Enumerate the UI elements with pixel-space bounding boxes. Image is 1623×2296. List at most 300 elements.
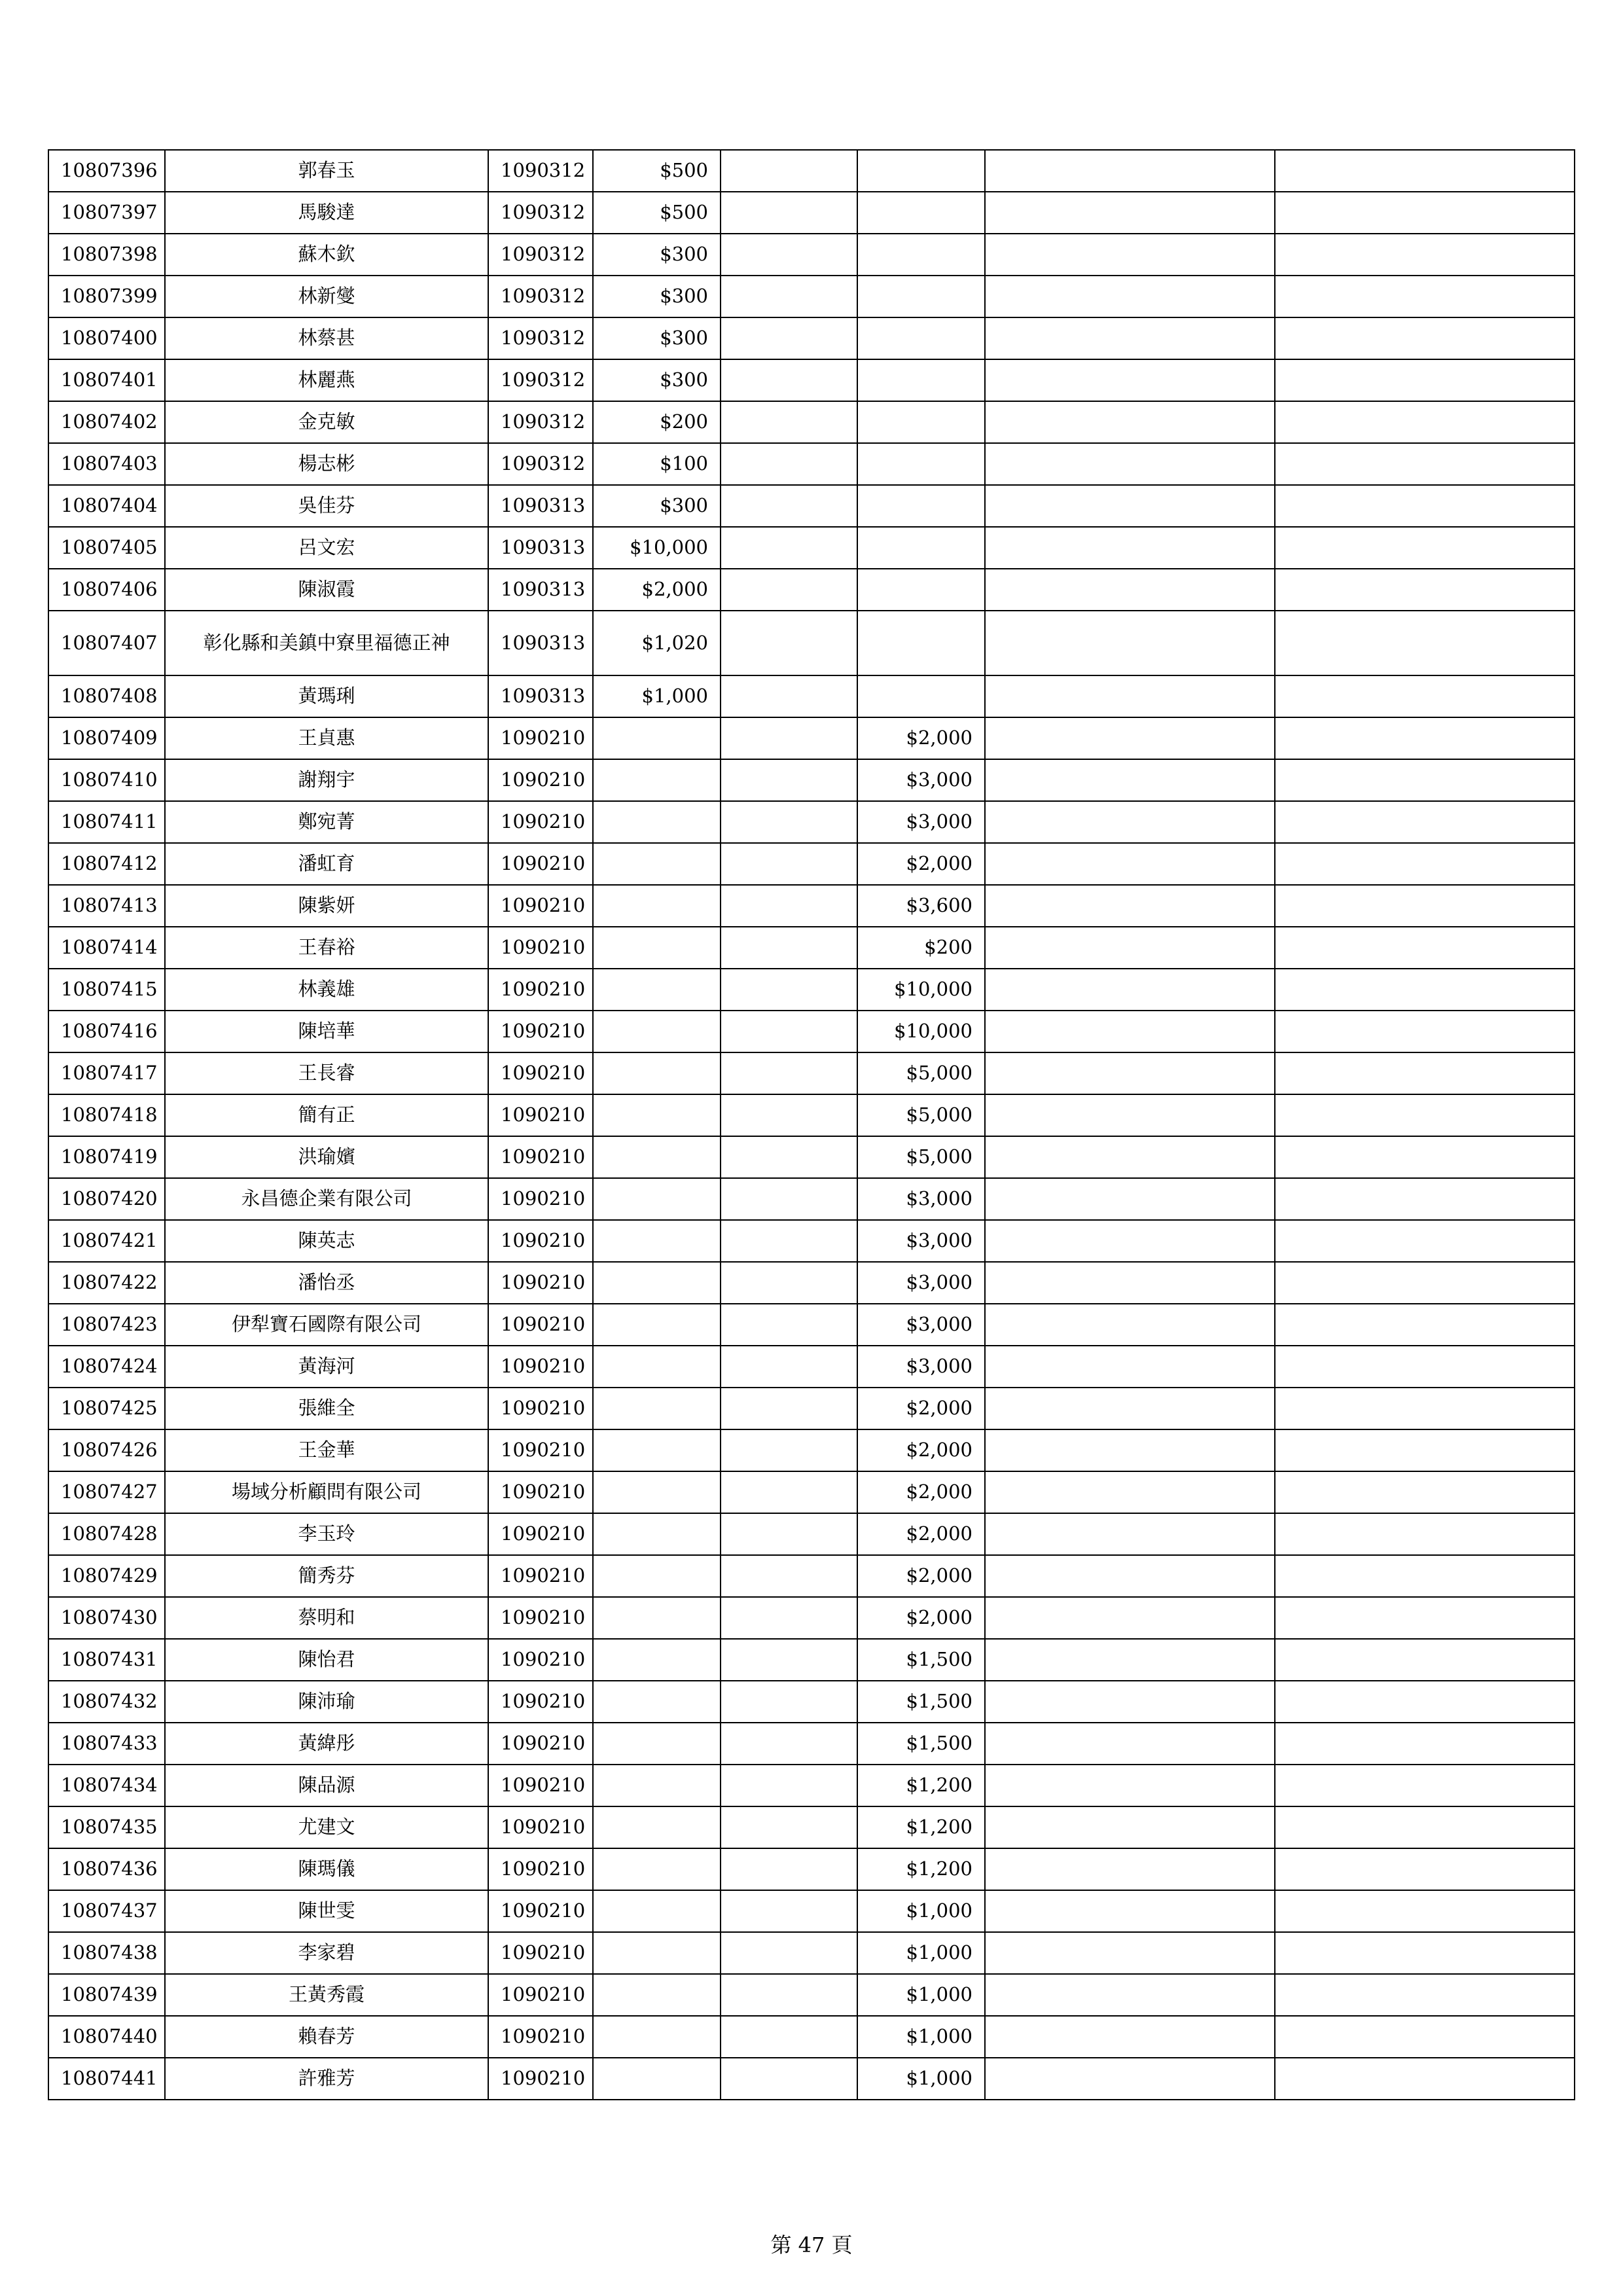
empty-cell <box>985 234 1275 276</box>
empty-cell <box>721 611 857 675</box>
amount-cell <box>593 1639 721 1681</box>
empty-cell <box>1275 1429 1575 1471</box>
amount-cell-2 <box>857 317 985 359</box>
empty-cell <box>721 1597 857 1639</box>
donor-name-cell: 尤建文 <box>165 1806 488 1848</box>
amount-cell: $1,020 <box>593 611 721 675</box>
amount-cell: $500 <box>593 192 721 234</box>
date-cell: 1090210 <box>488 1932 593 1974</box>
amount-cell-2: $1,500 <box>857 1639 985 1681</box>
amount-cell-2: $2,000 <box>857 1513 985 1555</box>
amount-cell <box>593 1052 721 1094</box>
table-row <box>48 611 1575 675</box>
donor-name-cell: 金克敏 <box>165 401 488 443</box>
amount-cell-2 <box>857 675 985 717</box>
donor-name-cell: 簡有正 <box>165 1094 488 1136</box>
empty-cell <box>721 443 857 485</box>
receipt-id-cell: 10807431 <box>48 1639 165 1681</box>
amount-cell-2: $1,200 <box>857 1848 985 1890</box>
table-row <box>48 1806 1575 1848</box>
empty-cell <box>721 675 857 717</box>
empty-cell <box>985 843 1275 885</box>
receipt-id-cell: 10807421 <box>48 1220 165 1262</box>
date-cell: 1090313 <box>488 527 593 569</box>
amount-cell-2: $1,000 <box>857 2058 985 2100</box>
amount-cell <box>593 1178 721 1220</box>
amount-cell-2: $10,000 <box>857 1011 985 1052</box>
empty-cell <box>1275 843 1575 885</box>
page-number: 第 47 頁 <box>770 2233 853 2257</box>
empty-cell <box>721 1178 857 1220</box>
empty-cell <box>1275 801 1575 843</box>
empty-cell <box>721 527 857 569</box>
date-cell: 1090210 <box>488 2058 593 2100</box>
receipt-id-cell: 10807415 <box>48 969 165 1011</box>
table-row <box>48 1136 1575 1178</box>
empty-cell <box>985 527 1275 569</box>
receipt-id-cell: 10807434 <box>48 1765 165 1806</box>
empty-cell <box>985 1220 1275 1262</box>
empty-cell <box>1275 359 1575 401</box>
empty-cell <box>1275 485 1575 527</box>
amount-cell <box>593 1471 721 1513</box>
empty-cell <box>721 1094 857 1136</box>
date-cell: 1090210 <box>488 717 593 759</box>
donor-name-cell: 李玉玲 <box>165 1513 488 1555</box>
receipt-id-cell: 10807438 <box>48 1932 165 1974</box>
amount-cell <box>593 1136 721 1178</box>
empty-cell <box>1275 1220 1575 1262</box>
empty-cell <box>721 234 857 276</box>
date-cell: 1090312 <box>488 150 593 192</box>
empty-cell <box>985 1974 1275 2016</box>
amount-cell-2: $3,000 <box>857 1304 985 1346</box>
table-row <box>48 759 1575 801</box>
date-cell: 1090313 <box>488 675 593 717</box>
donor-name-cell: 陳怡君 <box>165 1639 488 1681</box>
amount-cell-2: $2,000 <box>857 1388 985 1429</box>
table-row <box>48 1765 1575 1806</box>
date-cell: 1090210 <box>488 1639 593 1681</box>
amount-cell-2: $2,000 <box>857 717 985 759</box>
amount-cell-2: $3,600 <box>857 885 985 927</box>
date-cell: 1090210 <box>488 1304 593 1346</box>
date-cell: 1090312 <box>488 234 593 276</box>
empty-cell <box>1275 1639 1575 1681</box>
table-row <box>48 717 1575 759</box>
date-cell: 1090210 <box>488 1890 593 1932</box>
receipt-id-cell: 10807419 <box>48 1136 165 1178</box>
receipt-id-cell: 10807401 <box>48 359 165 401</box>
empty-cell <box>985 1052 1275 1094</box>
empty-cell <box>1275 1723 1575 1765</box>
empty-cell <box>721 1974 857 2016</box>
donor-name-cell: 簡秀芬 <box>165 1555 488 1597</box>
amount-cell <box>593 927 721 969</box>
table-row <box>48 1011 1575 1052</box>
empty-cell <box>1275 759 1575 801</box>
amount-cell <box>593 717 721 759</box>
empty-cell <box>721 1513 857 1555</box>
empty-cell <box>985 1555 1275 1597</box>
empty-cell <box>985 759 1275 801</box>
table-row <box>48 485 1575 527</box>
empty-cell <box>721 401 857 443</box>
empty-cell <box>985 1765 1275 1806</box>
table-row <box>48 2058 1575 2100</box>
receipt-id-cell: 10807418 <box>48 1094 165 1136</box>
empty-cell <box>1275 1346 1575 1388</box>
empty-cell <box>1275 192 1575 234</box>
donor-name-cell: 吳佳芬 <box>165 485 488 527</box>
amount-cell-2 <box>857 192 985 234</box>
receipt-id-cell: 10807433 <box>48 1723 165 1765</box>
amount-cell <box>593 1681 721 1723</box>
empty-cell <box>1275 1848 1575 1890</box>
amount-cell: $10,000 <box>593 527 721 569</box>
amount-cell <box>593 885 721 927</box>
empty-cell <box>721 569 857 611</box>
receipt-id-cell: 10807406 <box>48 569 165 611</box>
date-cell: 1090210 <box>488 1806 593 1848</box>
receipt-id-cell: 10807441 <box>48 2058 165 2100</box>
empty-cell <box>1275 1094 1575 1136</box>
date-cell: 1090210 <box>488 1723 593 1765</box>
receipt-id-cell: 10807405 <box>48 527 165 569</box>
donor-name-cell: 林新燮 <box>165 276 488 317</box>
empty-cell <box>721 1011 857 1052</box>
amount-cell-2 <box>857 527 985 569</box>
empty-cell <box>1275 2016 1575 2058</box>
empty-cell <box>985 1513 1275 1555</box>
empty-cell <box>985 1723 1275 1765</box>
empty-cell <box>985 276 1275 317</box>
empty-cell <box>721 1806 857 1848</box>
donor-name-cell: 蔡明和 <box>165 1597 488 1639</box>
donor-name-cell: 永昌德企業有限公司 <box>165 1178 488 1220</box>
donor-name-cell: 林義雄 <box>165 969 488 1011</box>
empty-cell <box>1275 1052 1575 1094</box>
empty-cell <box>1275 1932 1575 1974</box>
date-cell: 1090210 <box>488 885 593 927</box>
empty-cell <box>1275 401 1575 443</box>
amount-cell <box>593 1011 721 1052</box>
donor-name-cell: 蘇木欽 <box>165 234 488 276</box>
amount-cell-2 <box>857 276 985 317</box>
table-row <box>48 843 1575 885</box>
empty-cell <box>985 150 1275 192</box>
amount-cell <box>593 1765 721 1806</box>
date-cell: 1090313 <box>488 485 593 527</box>
empty-cell <box>1275 1011 1575 1052</box>
empty-cell <box>721 1890 857 1932</box>
empty-cell <box>721 1262 857 1304</box>
amount-cell-2: $5,000 <box>857 1052 985 1094</box>
empty-cell <box>985 611 1275 675</box>
empty-cell <box>985 1011 1275 1052</box>
empty-cell <box>1275 569 1575 611</box>
date-cell: 1090312 <box>488 359 593 401</box>
donor-name-cell: 黃海河 <box>165 1346 488 1388</box>
receipt-id-cell: 10807439 <box>48 1974 165 2016</box>
table-row <box>48 192 1575 234</box>
date-cell: 1090210 <box>488 1471 593 1513</box>
empty-cell <box>721 885 857 927</box>
table-row <box>48 1388 1575 1429</box>
donor-name-cell: 陳英志 <box>165 1220 488 1262</box>
amount-cell-2 <box>857 150 985 192</box>
date-cell: 1090210 <box>488 1429 593 1471</box>
table-row <box>48 1597 1575 1639</box>
amount-cell <box>593 2016 721 2058</box>
table-row <box>48 1932 1575 1974</box>
amount-cell <box>593 1806 721 1848</box>
date-cell: 1090210 <box>488 1262 593 1304</box>
empty-cell <box>721 1220 857 1262</box>
table-row <box>48 359 1575 401</box>
empty-cell <box>985 359 1275 401</box>
empty-cell <box>1275 1471 1575 1513</box>
empty-cell <box>721 759 857 801</box>
donor-name-cell: 李家碧 <box>165 1932 488 1974</box>
receipt-id-cell: 10807440 <box>48 2016 165 2058</box>
date-cell: 1090210 <box>488 1597 593 1639</box>
table-row <box>48 969 1575 1011</box>
empty-cell <box>985 1932 1275 1974</box>
table-row <box>48 527 1575 569</box>
empty-cell <box>985 969 1275 1011</box>
table-row <box>48 234 1575 276</box>
donor-name-cell: 郭春玉 <box>165 150 488 192</box>
donor-name-cell: 王長睿 <box>165 1052 488 1094</box>
empty-cell <box>985 1262 1275 1304</box>
empty-cell <box>985 801 1275 843</box>
date-cell: 1090210 <box>488 1974 593 2016</box>
table-row <box>48 1178 1575 1220</box>
empty-cell <box>985 317 1275 359</box>
empty-cell <box>985 1304 1275 1346</box>
amount-cell <box>593 1974 721 2016</box>
receipt-id-cell: 10807409 <box>48 717 165 759</box>
empty-cell <box>1275 527 1575 569</box>
empty-cell <box>721 2058 857 2100</box>
empty-cell <box>985 885 1275 927</box>
receipt-id-cell: 10807428 <box>48 1513 165 1555</box>
amount-cell <box>593 1890 721 1932</box>
empty-cell <box>1275 443 1575 485</box>
table-row <box>48 150 1575 192</box>
empty-cell <box>721 1052 857 1094</box>
table-row <box>48 1848 1575 1890</box>
empty-cell <box>721 1555 857 1597</box>
date-cell: 1090210 <box>488 1136 593 1178</box>
empty-cell <box>985 1429 1275 1471</box>
empty-cell <box>721 359 857 401</box>
empty-cell <box>985 1639 1275 1681</box>
empty-cell <box>1275 1555 1575 1597</box>
amount-cell-2: $200 <box>857 927 985 969</box>
donor-name-cell: 許雅芳 <box>165 2058 488 2100</box>
table-row <box>48 1639 1575 1681</box>
donor-name-cell: 潘虹育 <box>165 843 488 885</box>
empty-cell <box>1275 1262 1575 1304</box>
donor-name-cell: 場域分析顧問有限公司 <box>165 1471 488 1513</box>
donor-name-cell: 林麗燕 <box>165 359 488 401</box>
donor-name-cell: 賴春芳 <box>165 2016 488 2058</box>
empty-cell <box>985 569 1275 611</box>
date-cell: 1090210 <box>488 1094 593 1136</box>
empty-cell <box>721 1471 857 1513</box>
date-cell: 1090210 <box>488 1052 593 1094</box>
amount-cell-2 <box>857 569 985 611</box>
empty-cell <box>1275 717 1575 759</box>
amount-cell-2: $2,000 <box>857 1471 985 1513</box>
amount-cell: $500 <box>593 150 721 192</box>
amount-cell: $100 <box>593 443 721 485</box>
donor-name-cell: 張維全 <box>165 1388 488 1429</box>
empty-cell <box>721 192 857 234</box>
amount-cell <box>593 1346 721 1388</box>
empty-cell <box>1275 1806 1575 1848</box>
amount-cell-2: $1,200 <box>857 1806 985 1848</box>
receipt-id-cell: 10807427 <box>48 1471 165 1513</box>
donor-name-cell: 王貞惠 <box>165 717 488 759</box>
table-row <box>48 1890 1575 1932</box>
table-row <box>48 1262 1575 1304</box>
donor-name-cell: 楊志彬 <box>165 443 488 485</box>
amount-cell-2: $1,000 <box>857 1932 985 1974</box>
receipt-id-cell: 10807414 <box>48 927 165 969</box>
empty-cell <box>721 1388 857 1429</box>
amount-cell-2: $2,000 <box>857 843 985 885</box>
empty-cell <box>1275 675 1575 717</box>
empty-cell <box>985 1094 1275 1136</box>
table-row <box>48 1513 1575 1555</box>
empty-cell <box>985 443 1275 485</box>
date-cell: 1090312 <box>488 192 593 234</box>
table-row <box>48 1094 1575 1136</box>
amount-cell-2: $1,000 <box>857 2016 985 2058</box>
donor-name-cell: 陳世雯 <box>165 1890 488 1932</box>
donor-name-cell: 陳培華 <box>165 1011 488 1052</box>
date-cell: 1090313 <box>488 611 593 675</box>
amount-cell-2: $1,500 <box>857 1723 985 1765</box>
amount-cell-2 <box>857 234 985 276</box>
empty-cell <box>1275 1890 1575 1932</box>
date-cell: 1090210 <box>488 1765 593 1806</box>
empty-cell <box>721 1639 857 1681</box>
amount-cell-2: $3,000 <box>857 1220 985 1262</box>
donor-name-cell: 陳沛瑜 <box>165 1681 488 1723</box>
empty-cell <box>1275 1974 1575 2016</box>
receipt-id-cell: 10807402 <box>48 401 165 443</box>
table-row <box>48 801 1575 843</box>
empty-cell <box>1275 885 1575 927</box>
empty-cell <box>721 843 857 885</box>
date-cell: 1090210 <box>488 1555 593 1597</box>
empty-cell <box>985 1471 1275 1513</box>
table-row <box>48 1052 1575 1094</box>
empty-cell <box>1275 2058 1575 2100</box>
receipt-id-cell: 10807425 <box>48 1388 165 1429</box>
table-row <box>48 569 1575 611</box>
empty-cell <box>985 1806 1275 1848</box>
amount-cell-2: $3,000 <box>857 801 985 843</box>
date-cell: 1090210 <box>488 801 593 843</box>
amount-cell-2: $3,000 <box>857 759 985 801</box>
empty-cell <box>721 927 857 969</box>
empty-cell <box>721 485 857 527</box>
empty-cell <box>1275 1388 1575 1429</box>
empty-cell <box>985 717 1275 759</box>
receipt-id-cell: 10807435 <box>48 1806 165 1848</box>
donor-name-cell: 彰化縣和美鎮中寮里福德正神 <box>165 611 488 675</box>
receipt-id-cell: 10807420 <box>48 1178 165 1220</box>
table-row <box>48 1555 1575 1597</box>
receipt-id-cell: 10807408 <box>48 675 165 717</box>
empty-cell <box>985 1346 1275 1388</box>
empty-cell <box>1275 1681 1575 1723</box>
empty-cell <box>985 2058 1275 2100</box>
amount-cell: $300 <box>593 234 721 276</box>
table-row <box>48 276 1575 317</box>
empty-cell <box>1275 317 1575 359</box>
donor-name-cell: 洪瑜嬪 <box>165 1136 488 1178</box>
empty-cell <box>985 401 1275 443</box>
amount-cell: $300 <box>593 276 721 317</box>
table-row <box>48 1723 1575 1765</box>
empty-cell <box>985 1388 1275 1429</box>
table-row <box>48 2016 1575 2058</box>
amount-cell <box>593 1388 721 1429</box>
table-row <box>48 443 1575 485</box>
amount-cell-2: $5,000 <box>857 1094 985 1136</box>
empty-cell <box>721 276 857 317</box>
amount-cell <box>593 1094 721 1136</box>
amount-cell-2: $3,000 <box>857 1262 985 1304</box>
donor-name-cell: 呂文宏 <box>165 527 488 569</box>
table-row <box>48 401 1575 443</box>
receipt-id-cell: 10807399 <box>48 276 165 317</box>
empty-cell <box>1275 969 1575 1011</box>
empty-cell <box>721 1765 857 1806</box>
date-cell: 1090210 <box>488 843 593 885</box>
amount-cell <box>593 1513 721 1555</box>
table-row <box>48 1471 1575 1513</box>
receipt-id-cell: 10807430 <box>48 1597 165 1639</box>
amount-cell <box>593 1304 721 1346</box>
donor-name-cell: 馬駿達 <box>165 192 488 234</box>
donor-name-cell: 鄭宛菁 <box>165 801 488 843</box>
empty-cell <box>985 2016 1275 2058</box>
date-cell: 1090210 <box>488 1346 593 1388</box>
empty-cell <box>985 485 1275 527</box>
empty-cell <box>985 1597 1275 1639</box>
amount-cell-2: $1,000 <box>857 1890 985 1932</box>
receipt-id-cell: 10807396 <box>48 150 165 192</box>
receipt-id-cell: 10807413 <box>48 885 165 927</box>
empty-cell <box>985 1681 1275 1723</box>
date-cell: 1090210 <box>488 1848 593 1890</box>
receipt-id-cell: 10807397 <box>48 192 165 234</box>
empty-cell <box>985 927 1275 969</box>
date-cell: 1090313 <box>488 569 593 611</box>
amount-cell: $300 <box>593 359 721 401</box>
donation-table <box>48 149 1575 2100</box>
table-row <box>48 317 1575 359</box>
donor-name-cell: 黃緯彤 <box>165 1723 488 1765</box>
empty-cell <box>1275 276 1575 317</box>
